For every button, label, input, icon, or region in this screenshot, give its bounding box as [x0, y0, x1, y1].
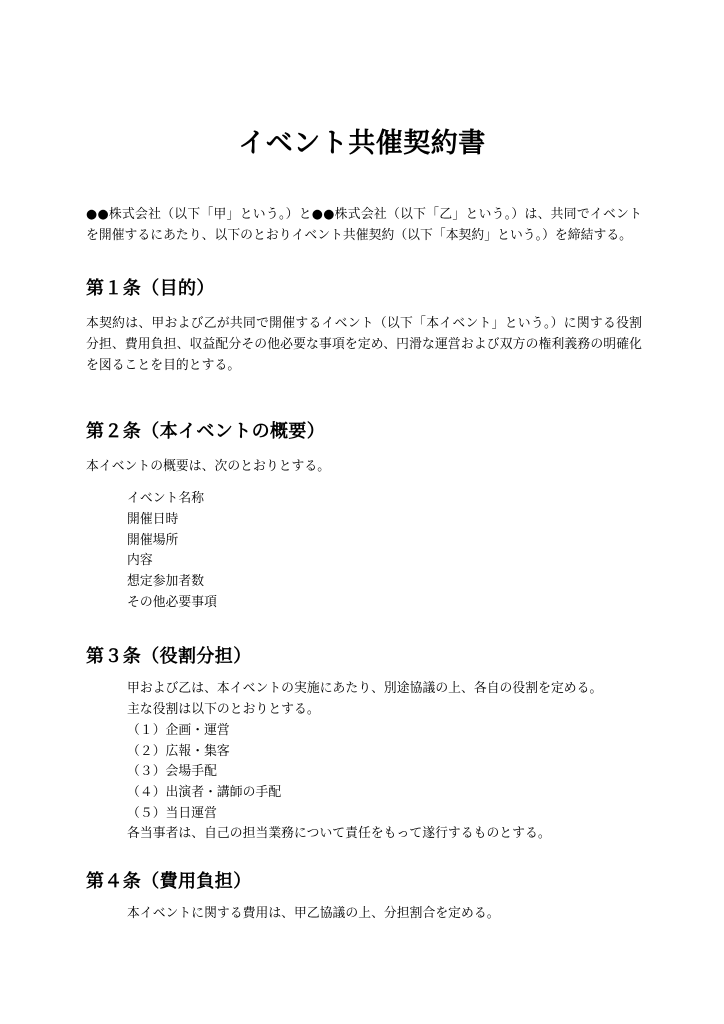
article-2-heading: 第２条（本イベントの概要）: [86, 421, 326, 442]
spacer: [86, 478, 642, 489]
list-item: その他必要事項: [127, 594, 217, 610]
list-item: 開催場所: [127, 532, 179, 548]
article-2: [86, 420, 642, 613]
article-2-body: 本イベントの概要は、次のとおりとする。: [86, 459, 331, 475]
body-line: 各当事者は、自己の担当業務について責任をもって遂行するものとする。: [127, 826, 551, 842]
article-3-body: [127, 679, 642, 845]
article-1-heading: 第１条（目的）: [86, 278, 215, 299]
article-4-body: [127, 904, 642, 925]
body-line: 主な役割は以下のとおりとする。: [127, 702, 320, 718]
article-4: [86, 870, 642, 925]
article-2-item-list: [127, 489, 642, 613]
list-item: 開催日時: [127, 511, 179, 527]
list-item: （４）出演者・講師の手配: [127, 784, 282, 800]
list-item: （１）企画・運営: [127, 722, 230, 738]
list-item: （２）広報・集客: [127, 743, 230, 759]
spacer: [86, 893, 642, 904]
list-item: イベント名称: [127, 491, 205, 507]
list-item: （３）会場手配: [127, 764, 217, 780]
article-3-heading: 第３条（役割分担）: [86, 646, 252, 667]
body-line: 甲および乙は、本イベントの実施にあたり、別途協議の上、各自の役割を定める。: [127, 681, 603, 697]
list-item: （５）当日運営: [127, 805, 217, 821]
page-title: イベント共催契約書: [238, 128, 486, 160]
article-1-body: 本契約は、甲および乙が共同で開催するイベント（以下「本イベント」という。）に関する役割分担、費用負担、収益配分その他必要な事項を定め、円滑な運営および双方の権利義務の明確化を図ることを目的とする。: [86, 316, 642, 373]
article-1: [86, 277, 642, 377]
list-item: 想定参加者数: [127, 573, 205, 589]
spacer: [86, 668, 642, 679]
intro-paragraph: ●●株式会社（以下「甲」という。）と●●株式会社（以下「乙」という。）は、共同でイベントを開催するにあたり、以下のとおりイベント共催契約（以下「本契約」という。）を締結する。: [86, 206, 642, 243]
article-4-heading: 第４条（費用負担）: [86, 871, 252, 892]
body-line: 本イベントに関する費用は、甲乙協議の上、分担割合を定める。: [127, 906, 500, 922]
list-item: 内容: [127, 553, 153, 569]
article-3: [86, 645, 642, 845]
